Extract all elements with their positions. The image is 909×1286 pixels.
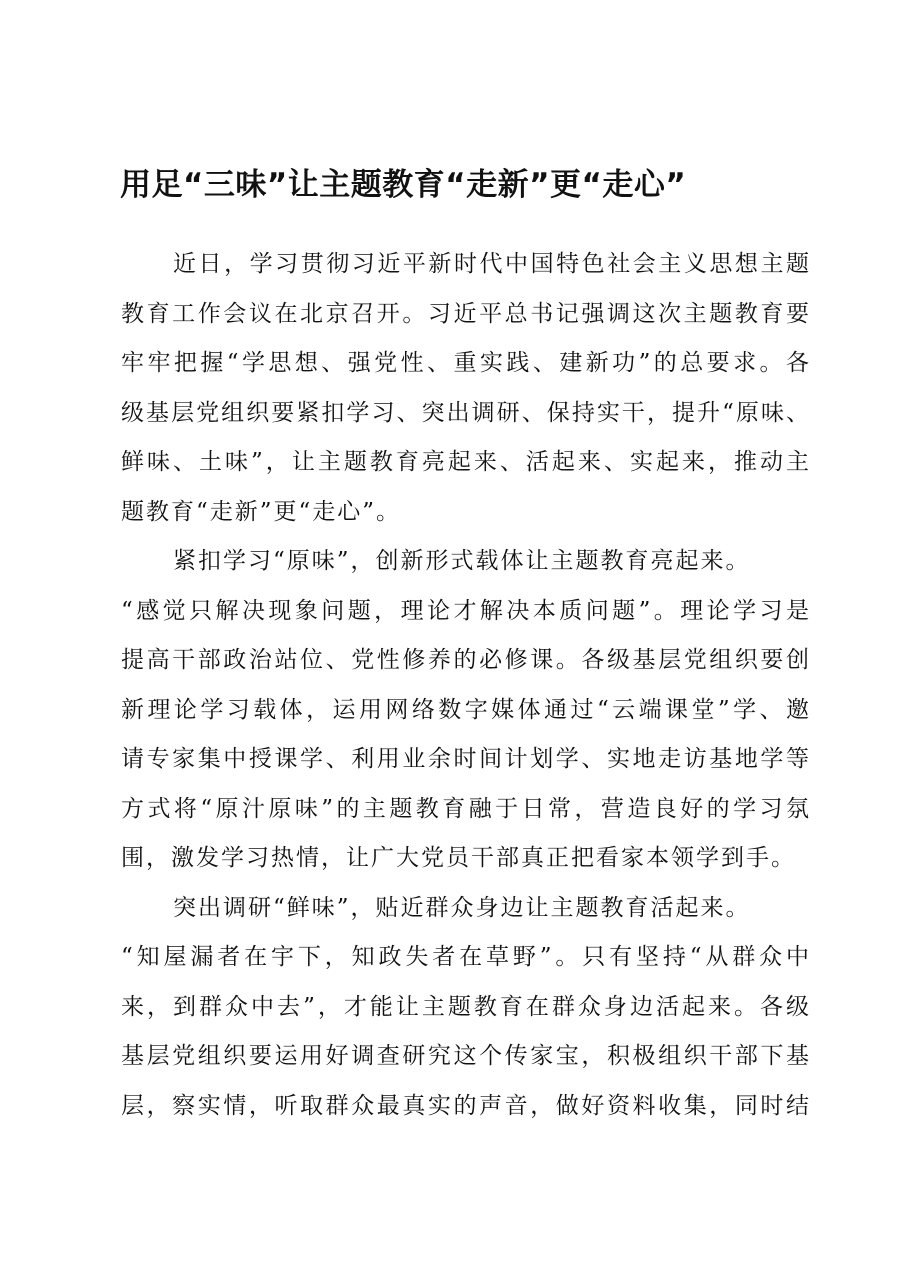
text-line: 教育工作会议在北京召开。习近平总书记强调这次主题教育要 (121, 300, 811, 327)
text-line: 层，察实情，听取群众最真实的声音，做好资料收集，同时结 (121, 1092, 811, 1119)
text-line: 新理论学习载体，运用网络数字媒体通过“云端课堂”学、邀 (121, 696, 811, 723)
text-line: “知屋漏者在宇下，知政失者在草野”。只有坚持“从群众中 (121, 944, 811, 970)
text-line: 近日，学习贯彻习近平新时代中国特色社会主义思想主题 (173, 251, 811, 277)
text-line: “感觉只解决现象问题，理论才解决本质问题”。理论学习是 (121, 597, 811, 624)
text-line: 请专家集中授课学、利用业余时间计划学、实地走访基地学等 (121, 746, 811, 772)
text-line: 来，到群众中去”，才能让主题教育在群众身边活起来。各级 (121, 993, 811, 1020)
text-line: 提高干部政治站位、党性修养的必修课。各级基层党组织要创 (121, 647, 811, 673)
text-line: 牢牢把握“学思想、强党性、重实践、建新功”的总要求。各 (121, 350, 811, 376)
text-line: 围，激发学习热情，让广大党员干部真正把看家本领学到手。 (121, 845, 796, 871)
document-title: 用足“三味”让主题教育“走新”更“走心” (120, 167, 687, 203)
text-line: 基层党组织要运用好调查研究这个传家宝，积极组织干部下基 (121, 1043, 811, 1069)
text-line: 突出调研“鲜味”，贴近群众身边让主题教育活起来。 (173, 894, 751, 921)
text-line: 鲜味、土味”，让主题教育亮起来、活起来、实起来，推动主 (121, 449, 811, 475)
text-line: 题教育“走新”更“走心”。 (121, 498, 402, 525)
text-line: 紧扣学习“原味”，创新形式载体让主题教育亮起来。 (173, 548, 751, 574)
text-line: 方式将“原汁原味”的主题教育融于日常，营造良好的学习氛 (121, 795, 811, 822)
text-line: 级基层党组织要紧扣学习、突出调研、保持实干，提升“原味、 (121, 399, 811, 426)
document-body (121, 240, 811, 1131)
